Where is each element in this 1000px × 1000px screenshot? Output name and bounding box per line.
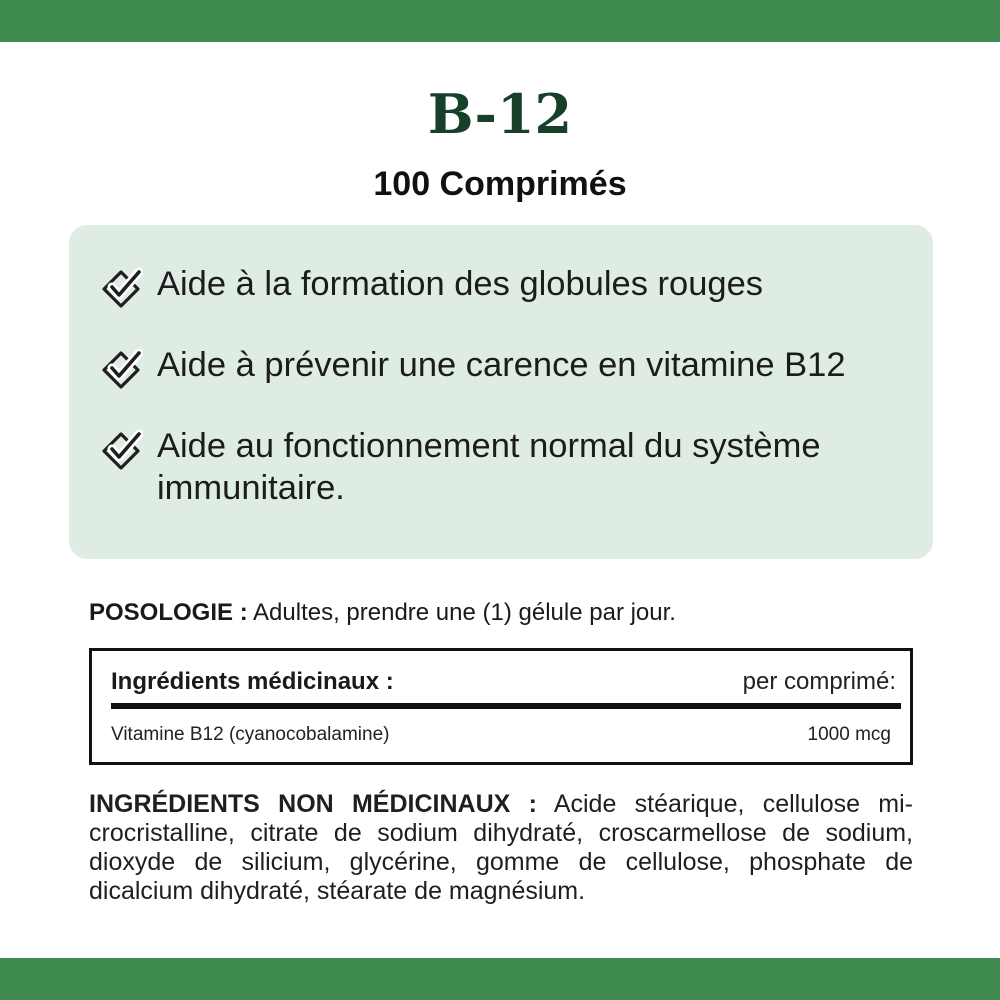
table-row (111, 721, 891, 749)
table-rule (111, 703, 901, 709)
non-medicinal-label: INGRÉDIENTS NON MÉDICINAUX : (89, 790, 537, 818)
benefits-panel (69, 225, 933, 559)
posologie (89, 596, 676, 630)
benefit-text: Aide au fonctionnement normal du système immunitaire. (157, 427, 821, 507)
check-badge-icon (99, 348, 143, 392)
product-subtitle: 100 Comprimés (373, 165, 627, 203)
table-header-right: per comprimé: (742, 668, 896, 695)
posologie-label: POSOLOGIE : (89, 599, 248, 626)
benefit-text: Aide à la formation des globules rouges (157, 265, 764, 303)
posologie-text: Adultes, prendre une (1) gélule par jour. (247, 599, 676, 626)
benefit-text: Aide à prévenir une carence en vitamine B12 (157, 346, 846, 384)
non-medicinal-text: Acide stéarique, cellulose mi-crocristalline, citrate de sodium dihydraté, croscarmellose de sodium, dioxyde de silicium, glycérine, gomme de cellulose, phosphate de dicalcium dihydraté, stéarate de magnésium. (89, 790, 913, 905)
bottom-green-band (0, 958, 1000, 1000)
check-badge-icon (99, 429, 143, 473)
check-badge-icon (99, 267, 143, 311)
benefit-item (99, 263, 933, 311)
product-title: B-12 (427, 82, 573, 146)
benefit-item (99, 425, 933, 509)
benefit-item (99, 344, 933, 392)
table-header-left: Ingrédients médicinaux : (111, 668, 394, 695)
non-medicinal-ingredients (89, 790, 913, 906)
medicinal-ingredients-table (89, 648, 913, 765)
ingredient-amount: 1000 mcg (807, 724, 891, 745)
table-header (111, 665, 896, 699)
top-green-band (0, 0, 1000, 42)
ingredient-name: Vitamine B12 (cyanocobalamine) (111, 724, 390, 745)
